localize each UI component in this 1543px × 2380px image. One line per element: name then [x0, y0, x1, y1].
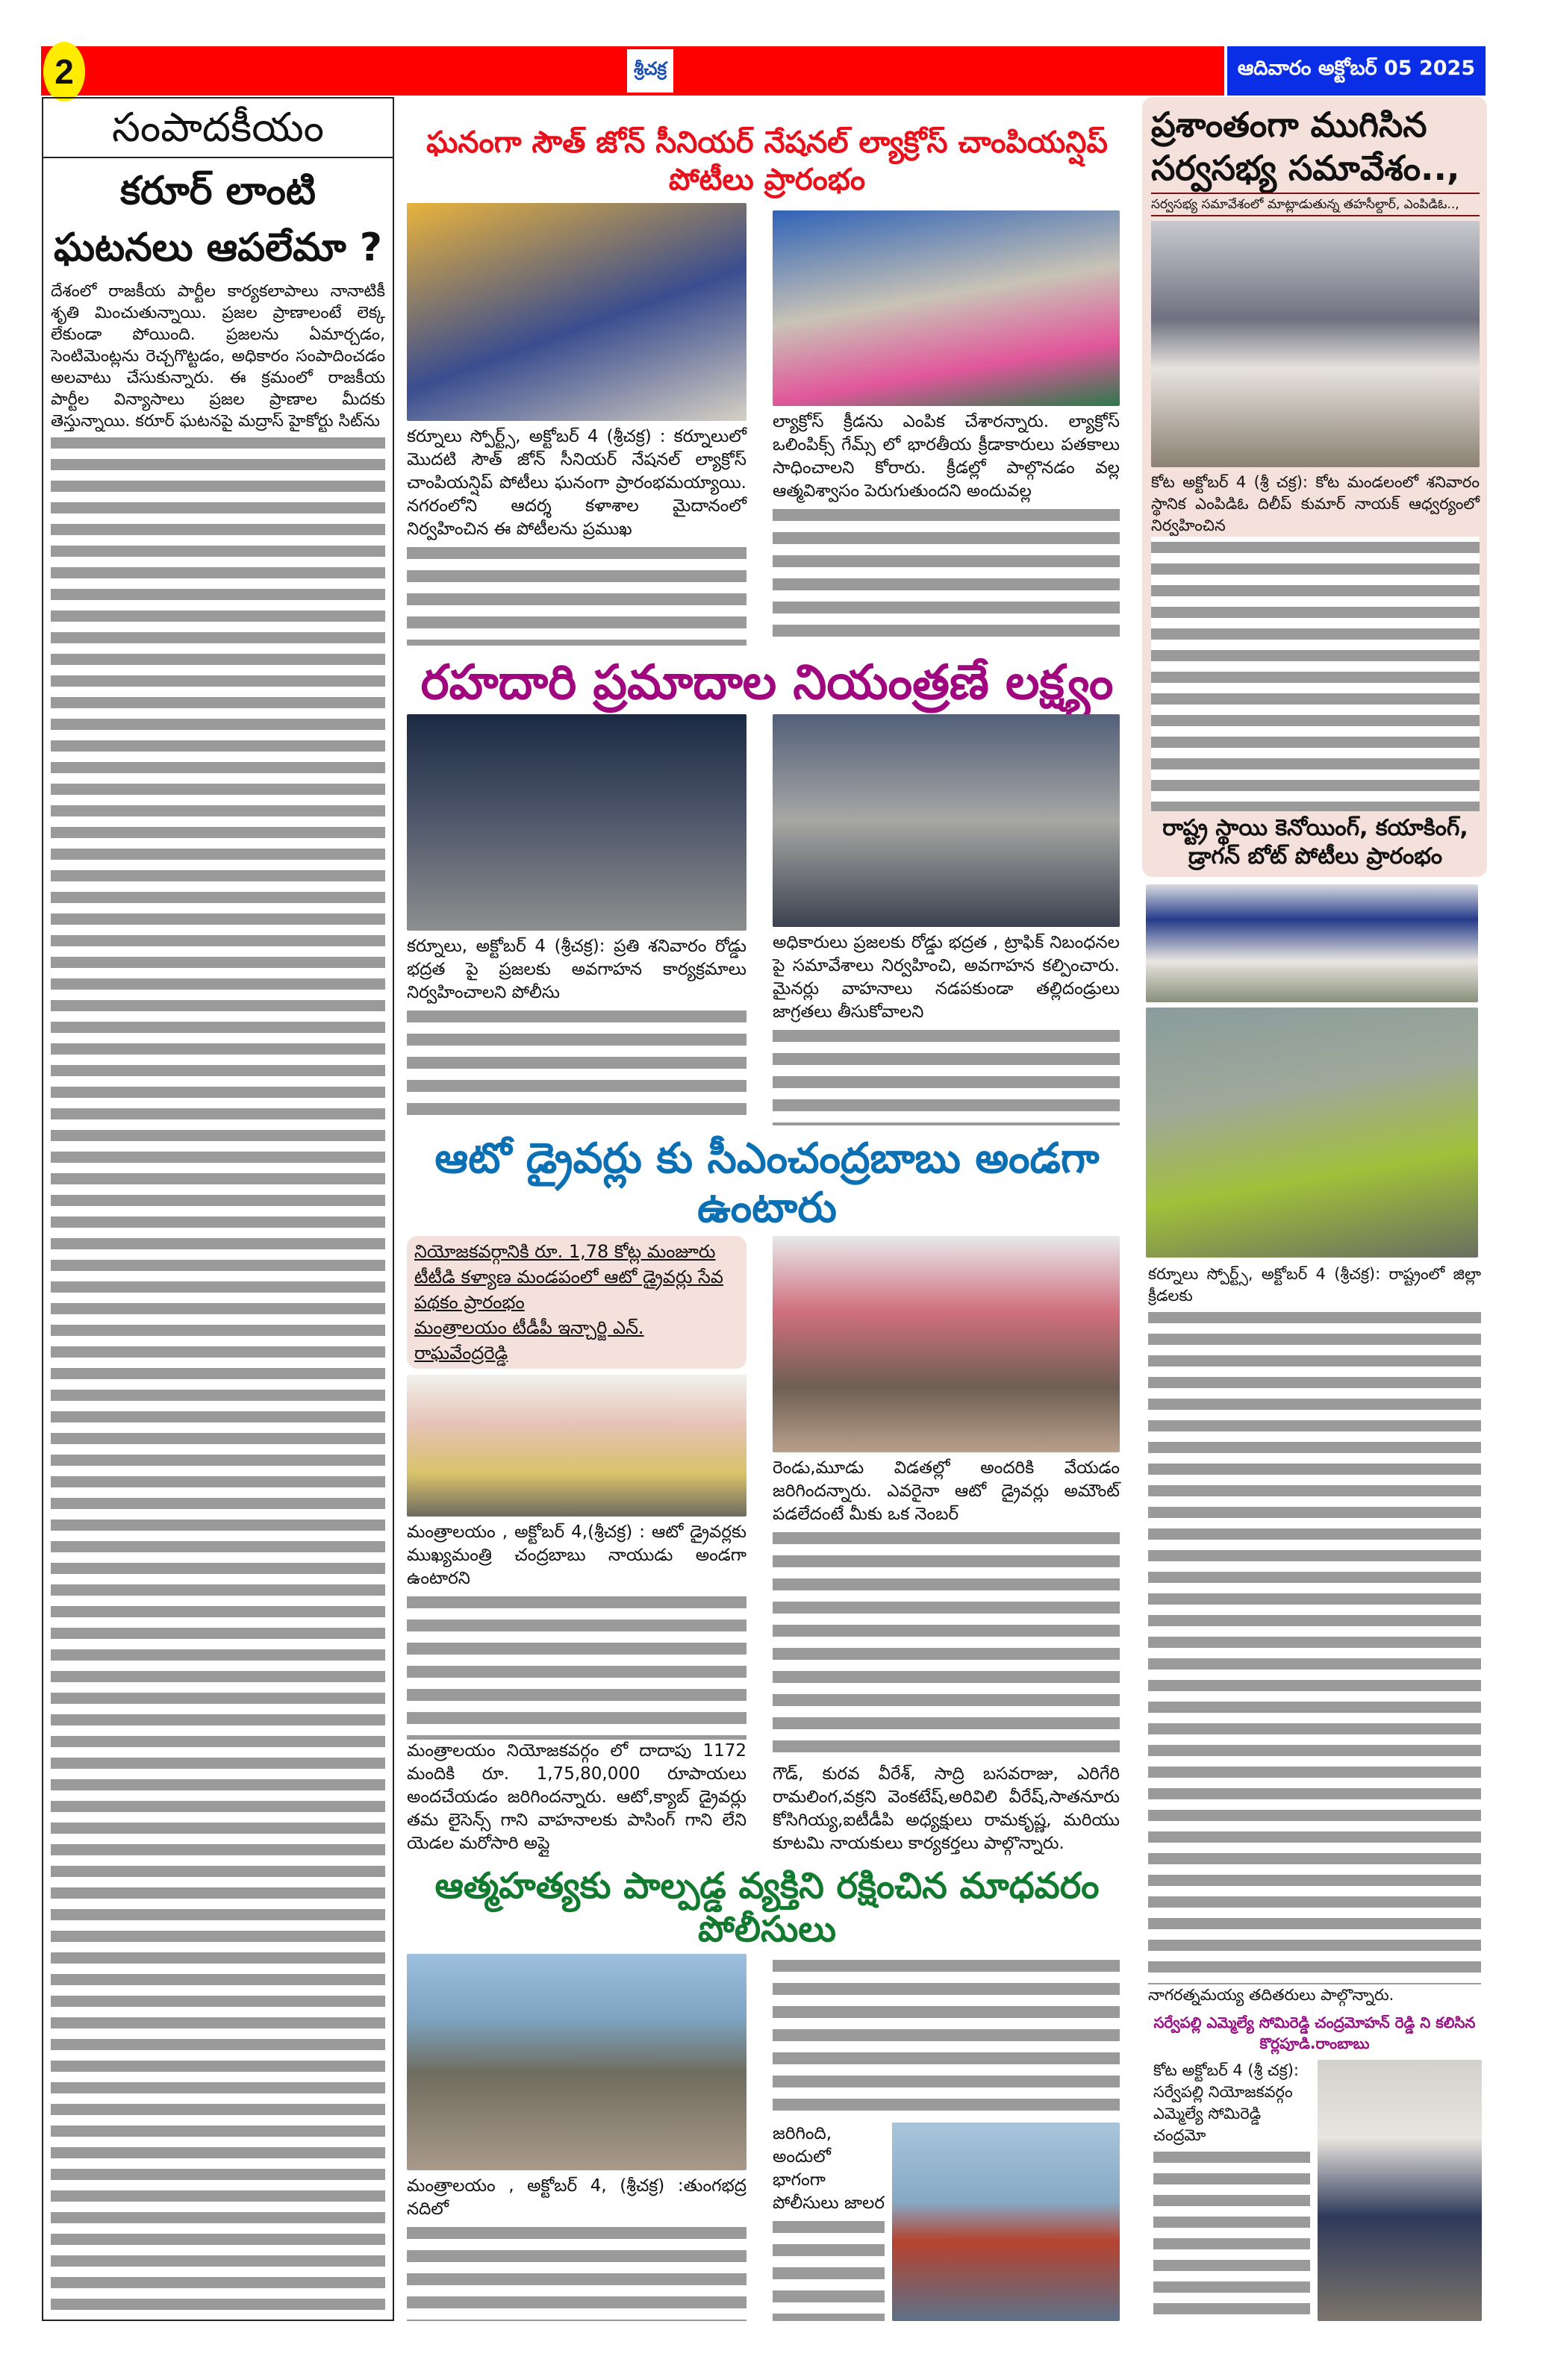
section-title: సంపాదకీయం: [43, 99, 393, 158]
madhavaram-text-continued: [407, 2221, 746, 2321]
page-number-badge: 2: [43, 42, 85, 101]
road-safety-body-col2: అధికారులు ప్రజలకు రోడ్డు భద్రత , ట్రాఫిక్ నిబంధనల పై సమావేశాలు నిర్వహించి, అవగాహన కల్పించారు. మైనర్లు వాహనాలు నడపకుండా తల్లిదండ్రులు జాగ్రతలు తీసుకోవాలని: [773, 933, 1120, 1022]
road-safety-article: [407, 652, 1127, 1125]
road-safety-text-continued: [407, 1005, 746, 1125]
general-body-headline: ప్రశాంతంగా ముగిసిన సర్వసభ్య సమావేశం..,: [1151, 104, 1460, 188]
general-body-body: కోట అక్టోబర్ 4 (శ్రీ చక్ర): కోట మండలంలో శనివారం స్థానిక ఎంపిడిఓ దిలీప్ కుమార్ నాయక్ ఆధ్వర్యంలో నిర్వహించిన: [1151, 473, 1480, 534]
somireddy-article: [1142, 2060, 1487, 2321]
auto-drivers-article: [407, 1131, 1127, 1855]
general-body-box: [1142, 97, 1487, 877]
canoeing-photo-1: [1146, 884, 1478, 1002]
madhavaram-body-col1: మంత్రాలయం , అక్టోబర్ 4, (శ్రీచక్ర) :తుంగభద్ర నదిలో: [407, 2176, 746, 2219]
general-body-text-continued: [1151, 537, 1480, 811]
lacrosse-text-continued-2: [773, 503, 1120, 646]
road-safety-text-continued-2: [773, 1024, 1120, 1125]
auto-drivers-body-col1-end: మంత్రాలయం నియోజకవర్గం లో దాదాపు 1172 మందికి రూ. 1,75,80,000 రూపాయలు అందచేయడం జరిగిందన్నారు. ఆటో,క్యాబ్ డ్రైవర్లు తమ లైసెన్స్ గాని వాహనాలకు పాసింగ్ గాని లేని యెడల మరోసారి అప్లై: [407, 1741, 746, 1853]
auto-drivers-photo-1: [407, 1375, 746, 1517]
lacrosse-headline: ఘనంగా సౌత్ జోన్ సీనియర్ నేషనల్ ల్యాక్రోస్ చాంపియన్షిప్ పోటీలు ప్రారంభం: [426, 125, 1108, 197]
somireddy-body: కోట అక్టోబర్ 4 (శ్రీ చక్ర): సర్వేపల్లి నియోజకవర్గం ఎమ్మెల్యే సోమిరెడ్డి చంద్రమో: [1153, 2061, 1299, 2144]
lacrosse-photo-2: [773, 210, 1120, 406]
editorial-text-continued: [51, 432, 385, 2312]
madhavaram-article: [407, 1861, 1127, 2321]
editorial-headline: కరూర్ లాంటి ఘటనలు ఆపలేమా ?: [54, 169, 382, 270]
auto-drivers-body-col2: రెండు,మూడు విడతల్లో అందరికి వేయడం జరిగిందన్నారు. ఎవరైనా ఆటో డ్రైవర్లు అమౌంట్ పడలేదంటే మీకు ఒక నెంబర్: [773, 1458, 1120, 1524]
auto-drivers-body-col2-end: గౌడ్, కురవ వీరేశ్, సాద్రి బసవరాజు, ఎరిగేరి రామలింగ,వక్రని వెంకటేష్,అరివిలి వీరేష్,సాతనూరు కోసిగియ్య,ఐటీడీపి అధ్యక్షులు రామకృష్ణ, మరియు కూటమి నాయకులు కార్యకర్తలు పాల్గొన్నారు.: [773, 1764, 1120, 1853]
madhavaram-headline: ఆత్మహత్యకు పాల్పడ్డ వ్యక్తిని రక్షించిన మాధవరం పోలీసులు: [434, 1865, 1100, 1950]
road-safety-headline: రహదారి ప్రమాదాల నియంత్రణే లక్ష్యం: [420, 655, 1114, 710]
road-safety-body-col1: కర్నూలు, అక్టోబర్ 4 (శ్రీచక్ర): ప్రతి శనివారం రోడ్డు భద్రత పై ప్రజలకు అవగాహన కార్యక్రమాలు నిర్వహించాలని పోలీసు: [407, 937, 746, 1002]
subhead: మంత్రాలయం టీడీపీ ఇన్చార్జి ఎన్. రాఘవేంద్రరెడ్డి: [414, 1317, 644, 1364]
issue-date: ఆదివారం అక్టోబర్ 05 2025: [1224, 46, 1486, 96]
madhavaram-photo-1: [407, 1954, 746, 2170]
road-safety-photo-1: [407, 714, 746, 931]
madhavaram-text-col2: [773, 1954, 1120, 2118]
newspaper-logo: శ్రీచక్ర: [627, 49, 673, 93]
lacrosse-body-col1: కర్నూలు స్పోర్ట్స్, అక్టోబర్ 4 (శ్రీచక్ర) : కర్నూలులో మొదటి సౌత్ జోన్ సీనియర్ నేషనల్ ల్యాక్రోస్ చాంపియన్షిప్ పోటీలు ఘనంగా ప్రారంభమయ్యాయి. నగరంలోని ఆదర్శ కళాశాల మైదానంలో నిర్వహించిన ఈ పోటీలను ప్రముఖ: [407, 427, 746, 539]
madhavaram-photo-2: [892, 2123, 1120, 2321]
canoeing-body: కర్నూలు స్పోర్ట్స్, అక్టోబర్ 4 (శ్రీచక్ర): రాష్ట్రంలో జిల్లా క్రీడలకు: [1148, 1265, 1481, 1305]
somireddy-photo: [1318, 2060, 1482, 2321]
subhead: నియోజకవర్గానికి రూ. 1,78 కోట్ల మంజూరు: [414, 1241, 716, 1262]
subhead: టీటీడి కళ్యాణ మండపంలో ఆటో డ్రైవర్లు సేవ పథకం ప్రారంభం: [414, 1266, 723, 1313]
road-safety-photo-2: [773, 714, 1120, 927]
auto-drivers-headline: ఆటో డ్రైవర్లు కు సీఎంచంద్రబాబు అండగా ఉంటారు: [434, 1134, 1100, 1232]
somireddy-headline: సర్వేపల్లి ఎమ్మెల్యే సోమిరెడ్డి చంద్రమోహన్ రెడ్డి ని కలిసిన కొర్లపూడి.రాంబాబు: [1153, 2014, 1476, 2052]
canoeing-body-end: నాగరత్నమయ్య తదితరులు పాల్గొన్నారు.: [1148, 1986, 1394, 2004]
editorial-column: [42, 97, 394, 2321]
madhavaram-text-col2-continued: [773, 2215, 885, 2321]
lacrosse-text-continued: [407, 541, 746, 646]
somireddy-text-continued: [1153, 2146, 1310, 2321]
lacrosse-body-col2: ల్యాక్రోస్ క్రీడను ఎంపిక చేశారన్నారు. ల్యాక్రోస్ ఒలింపిక్స్ గేమ్స్ లో భారతీయ క్రీడాకారులు పతకాలు సాధించాలని కోరారు. క్రీడల్లో పాల్గొనడం వల్ల ఆత్మవిశ్వాసం పెరుగుతుందని అందువల్ల: [773, 412, 1120, 501]
canoeing-text-continued: [1148, 1307, 1481, 1984]
madhavaram-body-col2: జరిగింది, అందులో భాగంగా పోలీసులు జాలర: [773, 2124, 885, 2213]
auto-drivers-text-continued: [407, 1590, 746, 1740]
auto-drivers-subheads: [407, 1236, 746, 1369]
canoeing-headline: రాష్ట్ర స్థాయి కెనోయింగ్, కయాకింగ్, డ్రాగన్ బోట్ పోటీలు ప్రారంభం: [1162, 815, 1468, 869]
auto-drivers-text-continued-2: [773, 1526, 1120, 1763]
middle-column: [407, 119, 1127, 2321]
general-body-caption: సర్వసభ్య సమావేశంలో మాట్లాడుతున్న తహసీల్దార్, ఎంపిడిఓ..,: [1151, 193, 1480, 216]
lacrosse-article: [407, 119, 1127, 646]
canoeing-photo-2: [1146, 1008, 1478, 1258]
auto-drivers-photo-2: [773, 1236, 1120, 1452]
lacrosse-photo-1: [407, 203, 746, 421]
right-column: [1142, 97, 1487, 2321]
editorial-body: దేశంలో రాజకీయ పార్టీల కార్యకలాపాలు నానాటికీ శృతి మించుతున్నాయి. ప్రజల ప్రాణాలంటే లెక్క లేకుండా పోయింది. ప్రజలను ఏమార్చడం, సెంటిమెంట్లను రెచ్చగొట్టడం, అధికారం సంపాదించడం అలవాటు చేసుకున్నారు. ఈ క్రమంలో రాజకీయ పార్టీల విన్యాసాలు ప్రజల ప్రాణాల మీదకు తెస్తున్నాయి. కరూర్ ఘటనపై మద్రాస్ హైకోర్టు సిట్‌ను: [51, 282, 385, 431]
general-body-photo: [1151, 221, 1480, 467]
auto-drivers-body-col1: మంత్రాలయం , అక్టోబర్ 4,(శ్రీచక్ర) : ఆటో డ్రైవర్లకు ముఖ్యమంత్రి చంద్రబాబు నాయుడు అండగా ఉంటారని: [407, 1522, 746, 1588]
